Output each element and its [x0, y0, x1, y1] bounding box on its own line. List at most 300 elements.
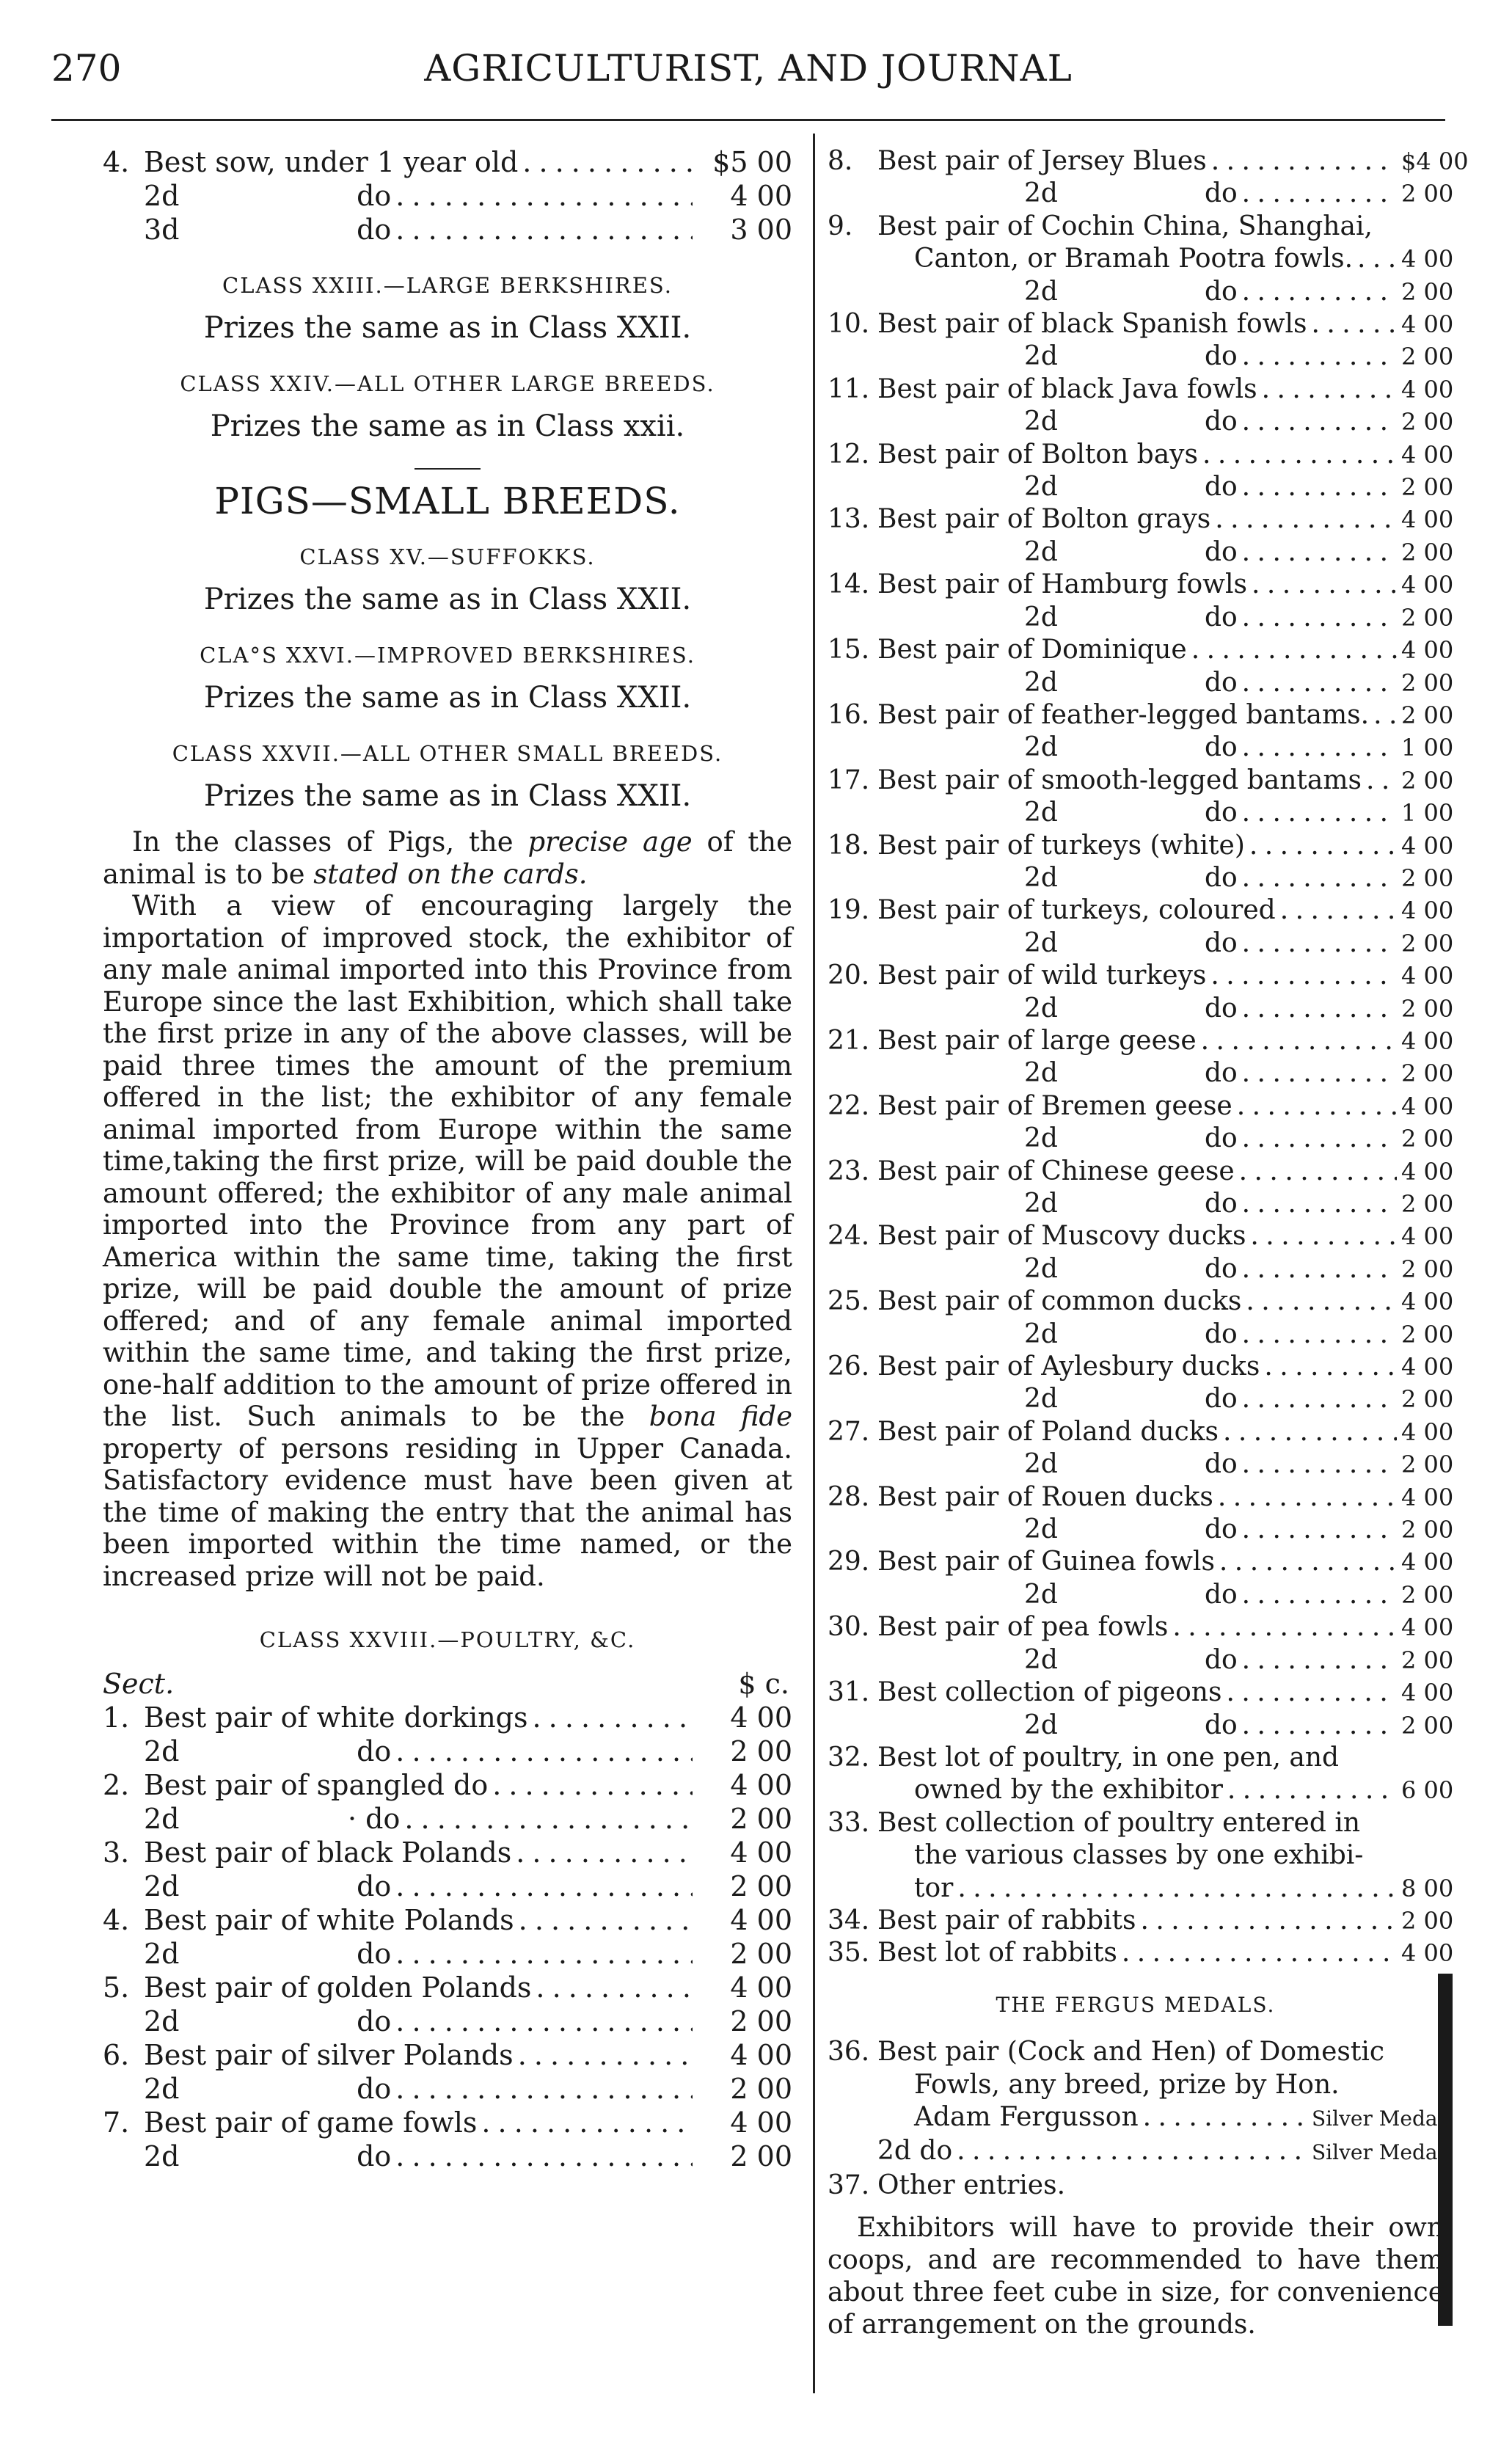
- list-item-continuation: [828, 243, 1454, 275]
- list-item-second-prize: [828, 1318, 1454, 1351]
- leader-dots: [395, 1937, 693, 1971]
- item-amount: 2 00: [1401, 668, 1454, 697]
- item-label: Best pair of turkeys, coloured: [877, 895, 1276, 926]
- item-amount: 4 00: [1401, 1679, 1454, 1707]
- item-number: 25.: [828, 1286, 870, 1317]
- leader-dots: [519, 1903, 693, 1937]
- item-label: [877, 1188, 1238, 1220]
- item-amount: 2 00: [1401, 538, 1454, 566]
- item-amount: 4 00: [1401, 310, 1454, 339]
- item-label: [877, 1123, 1238, 1155]
- list-item: [828, 1156, 1454, 1188]
- list-item-continuation: Adam Fergusson . . . Silver Medal: [828, 2101, 1444, 2135]
- page-number: 270: [51, 47, 122, 90]
- leader-dots: [1226, 1676, 1397, 1709]
- list-item-second-prize: [828, 536, 1454, 569]
- item-label: Best pair of Bolton grays: [877, 504, 1211, 535]
- item-number: 28.: [828, 1481, 870, 1512]
- second-label: 2d: [1024, 1318, 1058, 1349]
- item-label: Best pair of silver Polands: [144, 2039, 514, 2071]
- item-amount: 2 00: [730, 2073, 792, 2105]
- prize-row: [103, 1903, 792, 1937]
- item-amount: 4 00: [730, 180, 792, 212]
- list-item-continuation: Fowls, any breed, prize by Hon.: [914, 2069, 1340, 2100]
- list-item-second-prize: [828, 797, 1454, 829]
- poultry-prize-list-continued: [828, 145, 1469, 1742]
- item-label: [877, 602, 1238, 634]
- item-amount: 4 00: [1401, 962, 1454, 990]
- list-item-second-prize: [828, 406, 1454, 438]
- section-rule: [414, 468, 481, 470]
- list-item: [828, 830, 1454, 862]
- list-item: [828, 634, 1454, 666]
- ditto-label: do: [1204, 993, 1238, 1023]
- leader-dots: [395, 213, 693, 247]
- leader-dots: [1242, 731, 1397, 764]
- item-label: [877, 993, 1238, 1025]
- item-number: 24.: [828, 1221, 870, 1252]
- second-label: 2d: [1024, 927, 1058, 958]
- list-item-second-prize: [828, 927, 1454, 960]
- leader-dots: [1242, 340, 1397, 373]
- class-text: Prizes the same as in Class XXII.: [203, 779, 692, 813]
- item-amount: 4 00: [1401, 1417, 1454, 1446]
- list-item: [828, 765, 1454, 797]
- leader-dots: [518, 2038, 693, 2072]
- leader-dots: [1242, 602, 1397, 634]
- item-label: [877, 731, 1238, 764]
- second-label: 2d: [1024, 862, 1058, 893]
- list-item-second-prize: [828, 1448, 1454, 1481]
- item-amount: 2 00: [1401, 994, 1454, 1023]
- second-label: 2d: [1024, 1579, 1058, 1610]
- leader-dots: [1249, 830, 1397, 862]
- second-label: 2d: [1024, 472, 1058, 503]
- list-item: [828, 569, 1454, 601]
- prize-row: [103, 1971, 792, 2004]
- item-number: 7.: [103, 2106, 130, 2139]
- prize-row-second: [103, 1802, 792, 1836]
- leader-dots: [395, 1869, 693, 1903]
- second-label: 2d: [1024, 993, 1058, 1023]
- list-item: [828, 1090, 1454, 1123]
- item-label: Best pair of pea fowls: [877, 1612, 1169, 1643]
- second-label: 2d: [1024, 732, 1058, 763]
- paragraph: With a view of encouraging largely the importation of improved stock, the exhibitor of any male animal imported into this Province from Europe since the last Exhibition, which shall take the first prize in any of the above classes, will be paid three times the amount of the premium offered in the list; the exhibitor of any female animal imported from Europe within the same time,taking the first prize, will be paid double the amount offered; the exhibitor of any male animal imported into the Province from any part of America within the same time, taking the first prize, will be paid double the amount of prize offered; and of any female animal imported within the same time, and taking the first prize, one-half addition to the amount of prize offered in the list. Such animals to be the bona fide property of persons residing in Upper Canada. Satisfactory evidence must have been given at the time of making the entry that the animal has been imported within the time named, or the increased prize will not be paid.: [103, 890, 793, 1592]
- item-amount: 2 00: [1401, 1516, 1454, 1544]
- item-label: [877, 862, 1238, 894]
- leader-dots: [516, 1836, 693, 1869]
- leader-dots: [1239, 1156, 1397, 1188]
- item-label: Best pair of black Spanish fowls: [877, 309, 1307, 340]
- item-amount: 2 00: [1401, 1385, 1454, 1414]
- column-divider: [813, 134, 815, 2393]
- list-item: [828, 145, 1469, 178]
- item-number: 16.: [828, 699, 870, 730]
- class-text: Prizes the same as in Class XXII.: [203, 681, 692, 715]
- leader-dots: [395, 1734, 693, 1768]
- list-item-second-prize: [828, 1514, 1454, 1546]
- item-number: 18.: [828, 830, 870, 861]
- item-label: 2d do: [144, 1870, 392, 1902]
- item-amount: 4 00: [1401, 1222, 1454, 1251]
- ditto-label: do: [1204, 862, 1238, 893]
- units-label: $ c.: [738, 1668, 789, 1700]
- item-label: [877, 276, 1238, 308]
- item-amount: 2 00: [1401, 1451, 1454, 1479]
- second-label: 2d: [1024, 178, 1058, 209]
- pigs-rules-text: [103, 826, 792, 1592]
- sect-label: Sect.: [103, 1668, 175, 1700]
- prize-row: [103, 145, 792, 179]
- item-label: Best collection of pigeons: [877, 1677, 1222, 1708]
- item-label: Best pair of Cochin China, Shanghai,: [877, 211, 1373, 241]
- item-label: Best pair of Hamburg fowls: [877, 569, 1247, 600]
- leader-dots: [1202, 439, 1397, 471]
- list-item: [828, 373, 1454, 406]
- leader-dots: [492, 1768, 693, 1802]
- second-label: 2d: [1024, 1514, 1058, 1545]
- leader-dots: [1242, 178, 1397, 210]
- ditto-label: do: [1204, 1384, 1238, 1415]
- list-item-continuation: the various classes by one exhibi-: [914, 1840, 1364, 1871]
- item-label: [877, 927, 1238, 960]
- ditto-label: do: [1204, 276, 1238, 307]
- item-amount: 2 00: [1401, 1320, 1454, 1349]
- leader-dots: [481, 2106, 693, 2139]
- leader-dots: [1242, 536, 1397, 569]
- prize-row-second: [103, 213, 792, 247]
- item-label: Best pair of Bolton bays: [877, 439, 1198, 470]
- leader-dots: [1242, 667, 1397, 699]
- list-item-second-prize: [828, 1123, 1454, 1155]
- leader-dots: [1219, 1546, 1397, 1578]
- leader-dots: [522, 145, 693, 179]
- item-label: 2d · do: [144, 1803, 401, 1835]
- list-item-second-prize: [828, 993, 1454, 1025]
- second-label: 2d: [1024, 1123, 1058, 1154]
- leader-dots: [1242, 471, 1397, 503]
- list-item: [828, 503, 1454, 536]
- list-item: [828, 1481, 1454, 1514]
- leader-dots: [1242, 1514, 1397, 1546]
- item-amount: 2 00: [730, 1735, 792, 1767]
- item-label: Best pair of Poland ducks: [877, 1416, 1219, 1447]
- item-amount: 2 00: [730, 2005, 792, 2037]
- item-label: Best pair of common ducks: [877, 1286, 1242, 1317]
- prize-row-second: [103, 1937, 792, 1971]
- list-item: 32. Best lot of poultry, in one pen, and: [828, 1742, 1340, 1773]
- item-amount: 2 00: [1401, 1190, 1454, 1218]
- list-item: [828, 894, 1454, 927]
- prize-row: [103, 1701, 792, 1734]
- item-label: [877, 340, 1238, 373]
- item-number: 12.: [828, 439, 870, 470]
- leader-dots: [1191, 634, 1397, 666]
- prize-row-second: [103, 2072, 792, 2106]
- item-label: 2d do: [144, 2073, 392, 2105]
- item-label: Best pair of Aylesbury ducks: [877, 1351, 1260, 1382]
- item-amount: 4 00: [730, 1701, 792, 1734]
- item-label: 2d do: [144, 2005, 392, 2037]
- leader-dots: [1242, 1318, 1397, 1351]
- leader-dots: [1201, 1025, 1397, 1057]
- item-amount: 4 00: [1401, 1353, 1454, 1382]
- leader-dots: [1357, 243, 1397, 275]
- paragraph: In the classes of Pigs, the precise age of the animal is to be stated on the cards.: [103, 826, 792, 890]
- item-amount: 2 00: [1401, 343, 1454, 371]
- list-item-continuation: tor . . . 8 00: [828, 1872, 1444, 1905]
- leader-dots: [1242, 406, 1397, 438]
- class-text: Prizes the same as in Class XXII.: [203, 311, 692, 345]
- item-number: 17.: [828, 765, 870, 795]
- item-label: Best pair of white Polands: [144, 1904, 514, 1936]
- item-number: 8.: [828, 146, 853, 176]
- item-number: 29.: [828, 1547, 870, 1577]
- ditto-label: do: [1204, 178, 1238, 209]
- header-rule: [51, 119, 1445, 121]
- list-item-second-prize: [828, 340, 1454, 373]
- class-text: Prizes the same as in Class xxii.: [210, 409, 685, 443]
- item-amount: 4 00: [730, 2039, 792, 2071]
- item-number: 3.: [103, 1836, 130, 1869]
- item-label: Best pair of feather-legged bantams.: [877, 699, 1370, 730]
- item-label: 2d do: [144, 1938, 392, 1970]
- item-label: Best pair of Bremen geese: [877, 1090, 1232, 1121]
- item-amount: 1 00: [1401, 799, 1454, 828]
- leader-dots: [1242, 1644, 1397, 1676]
- running-title: AGRICULTURIST, AND JOURNAL: [424, 47, 1073, 90]
- item-number: 23.: [828, 1156, 870, 1186]
- item-amount: 4 00: [730, 1836, 792, 1869]
- list-item-second-prize: [828, 276, 1454, 308]
- list-item-second-prize: [828, 1253, 1454, 1285]
- item-amount: 4 00: [730, 1971, 792, 2004]
- item-label: Best pair of Chinese geese: [877, 1156, 1235, 1186]
- leader-dots: [395, 2004, 693, 2038]
- list-item: 37. Other entries.: [828, 2170, 1066, 2200]
- item-amount: 2 00: [1401, 180, 1454, 208]
- list-item-second-prize: [828, 667, 1454, 699]
- item-amount: 4 00: [1401, 1026, 1454, 1055]
- ditto-label: do: [1204, 1058, 1238, 1089]
- leader-dots: [1311, 308, 1397, 340]
- left-column: [103, 145, 792, 2173]
- leader-dots: [404, 1802, 693, 1836]
- leader-dots: [1252, 569, 1397, 601]
- leader-dots: [1242, 797, 1397, 829]
- item-number: 9.: [828, 211, 853, 241]
- list-item: [828, 1611, 1454, 1643]
- list-item: [828, 211, 1444, 243]
- leader-dots: [1242, 927, 1397, 960]
- item-label: Best pair of turkeys (white): [877, 830, 1245, 861]
- class-heading: CLASS XXVII.—ALL OTHER SMALL BREEDS.: [172, 741, 723, 766]
- item-label: [877, 1709, 1238, 1742]
- item-label: [877, 178, 1238, 210]
- item-amount: 2 00: [1401, 766, 1454, 795]
- ditto-label: do: [1204, 472, 1238, 503]
- list-item: [828, 1285, 1454, 1318]
- item-label: Best pair of black Polands: [144, 1836, 512, 1869]
- leader-dots: [1366, 765, 1397, 797]
- leader-dots: [1242, 993, 1397, 1025]
- item-label: [877, 1057, 1238, 1090]
- class-text: Prizes the same as in Class XXII.: [203, 583, 692, 616]
- leader-dots: [1242, 1579, 1397, 1611]
- list-item-second-prize: [828, 602, 1454, 634]
- item-label: Best pair of Dominique: [877, 635, 1187, 665]
- section-heading: PIGS—SMALL BREEDS.: [214, 480, 681, 522]
- item-label: [877, 1514, 1238, 1546]
- list-item: [828, 1416, 1454, 1448]
- leader-dots: [1242, 1188, 1397, 1220]
- class-heading: CLASS XXIII.—LARGE BERKSHIRES.: [222, 273, 673, 298]
- item-number: 22.: [828, 1090, 870, 1121]
- ditto-label: do: [1204, 1709, 1238, 1740]
- second-label: 2d: [1024, 667, 1058, 698]
- item-label: [877, 536, 1238, 569]
- item-amount: 2 00: [1401, 864, 1454, 892]
- ditto-label: do: [1204, 732, 1238, 763]
- prize-row-second: [103, 179, 792, 213]
- list-item-second-prize: [828, 178, 1454, 210]
- list-item: [828, 1351, 1454, 1383]
- second-label: 2d: [1024, 1058, 1058, 1089]
- leader-dots: [395, 179, 693, 213]
- leader-dots: [1218, 1481, 1397, 1514]
- list-item: [828, 1676, 1454, 1709]
- leader-dots: [1242, 276, 1397, 308]
- second-label: 2d: [1024, 276, 1058, 307]
- second-label: 2d: [1024, 536, 1058, 567]
- item-amount: 2 00: [730, 1938, 792, 1970]
- list-item: [828, 1025, 1454, 1057]
- leader-dots: [533, 1701, 693, 1734]
- item-amount: 2 00: [1401, 1580, 1454, 1609]
- item-amount: 4 00: [1401, 897, 1454, 925]
- item-number: 10.: [828, 309, 870, 340]
- list-item-second-prize: [828, 1579, 1454, 1611]
- item-label: Best sow, under 1 year old: [144, 146, 519, 178]
- leader-dots: [1223, 1416, 1397, 1448]
- ditto-label: do: [1204, 1123, 1238, 1154]
- ditto-label: do: [1204, 602, 1238, 632]
- class-heading: CLASS XV.—SUFFOKKS.: [299, 544, 596, 569]
- item-label: Best pair of smooth-legged bantams: [877, 765, 1362, 795]
- prize-row-second: [103, 1734, 792, 1768]
- item-number: 20.: [828, 960, 870, 991]
- second-label: 2d: [1024, 1709, 1058, 1740]
- item-label: [877, 1579, 1238, 1611]
- item-amount: 4 00: [1401, 831, 1454, 860]
- second-label: 2d: [1024, 602, 1058, 632]
- item-number: 27.: [828, 1416, 870, 1447]
- leader-dots: [1172, 1611, 1397, 1643]
- list-item: [828, 699, 1454, 731]
- class-heading: CLA°S XXVI.—IMPROVED BERKSHIRES.: [200, 643, 695, 668]
- ditto-label: do: [1204, 1253, 1238, 1284]
- list-item-second-prize: [828, 1709, 1454, 1742]
- item-label: [877, 406, 1238, 438]
- sow-prize-list: [103, 145, 792, 247]
- item-number: 26.: [828, 1351, 870, 1382]
- item-number: 1.: [103, 1701, 130, 1734]
- list-item-second-prize: [828, 731, 1454, 764]
- item-amount: 2 00: [1401, 1255, 1454, 1283]
- item-label: [877, 1318, 1238, 1351]
- ditto-label: do: [1204, 406, 1238, 437]
- item-number: 6.: [103, 2039, 130, 2071]
- second-label: 2d: [1024, 1644, 1058, 1675]
- item-amount: 2 00: [1401, 603, 1454, 632]
- item-label: Best pair of black Java fowls: [877, 373, 1257, 404]
- ditto-label: do: [1204, 798, 1238, 828]
- item-number: 15.: [828, 635, 870, 665]
- item-label: [877, 1448, 1238, 1481]
- item-number: 4.: [103, 146, 130, 178]
- item-label: Best pair of Rouen ducks: [877, 1481, 1213, 1512]
- item-label: Best pair of wild turkeys: [877, 960, 1207, 991]
- ditto-label: do: [1204, 1514, 1238, 1545]
- item-number: 19.: [828, 895, 870, 926]
- item-label: Best pair of Muscovy ducks: [877, 1221, 1246, 1252]
- item-number: 31.: [828, 1677, 870, 1708]
- item-amount: 2 00: [1401, 473, 1454, 502]
- list-item-second-prize: [828, 1383, 1454, 1415]
- item-number: 2.: [103, 1769, 130, 1801]
- item-number: 30.: [828, 1612, 870, 1643]
- leader-dots: [1215, 503, 1397, 536]
- item-amount: $5 00: [712, 146, 792, 178]
- leader-dots: [395, 2072, 693, 2106]
- prize-row: [103, 2038, 792, 2072]
- item-amount: 2 00: [1401, 1125, 1454, 1153]
- item-amount: 4 00: [730, 2106, 792, 2139]
- item-label: Best pair of golden Polands: [144, 1971, 532, 2004]
- list-item: [828, 308, 1454, 340]
- leader-dots: [395, 2139, 693, 2173]
- item-amount: 4 00: [1401, 245, 1454, 274]
- list-item-second-prize: [828, 471, 1454, 503]
- item-amount: 2 00: [1401, 929, 1454, 957]
- list-item-second-prize: [828, 1644, 1454, 1676]
- item-label: [877, 1383, 1238, 1415]
- item-label: Best pair of large geese: [877, 1025, 1197, 1056]
- item-label: Best pair of Guinea fowls: [877, 1547, 1215, 1577]
- item-amount: 2 00: [730, 2140, 792, 2172]
- item-amount: 3 00: [730, 214, 792, 246]
- item-amount: 4 00: [1401, 1613, 1454, 1642]
- leader-dots: [1242, 1709, 1397, 1742]
- item-number: 13.: [828, 504, 870, 535]
- ditto-label: do: [1204, 1189, 1238, 1219]
- ditto-label: do: [1204, 1318, 1238, 1349]
- item-label: 2d do: [144, 180, 392, 212]
- item-label: [877, 471, 1238, 503]
- item-amount: 2 00: [1401, 1059, 1454, 1088]
- second-label: 2d: [1024, 798, 1058, 828]
- second-label: 2d: [1024, 1189, 1058, 1219]
- leader-dots: [1262, 373, 1397, 406]
- item-label: [877, 797, 1238, 829]
- prize-row-second: [103, 2139, 792, 2173]
- leader-dots: [1242, 1383, 1397, 1415]
- item-number: 4.: [103, 1904, 130, 1936]
- item-amount: 4 00: [730, 1769, 792, 1801]
- prize-row: [103, 2106, 792, 2139]
- item-label: 3d do: [144, 214, 392, 246]
